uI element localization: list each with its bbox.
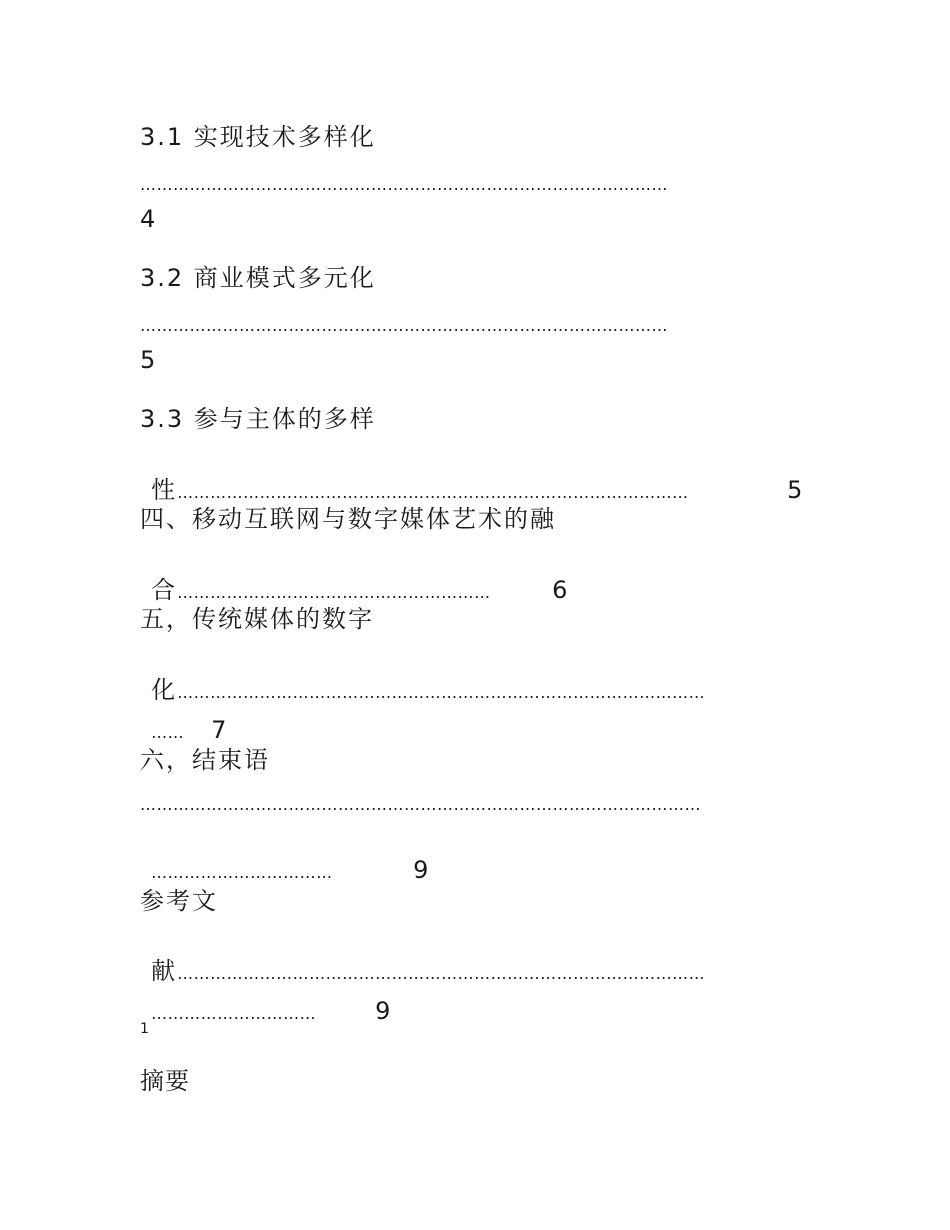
toc-leader-dots: …………………………………………………………………………………… xyxy=(140,316,668,335)
toc-entry-title[interactable]: 六，结束语 xyxy=(140,746,270,774)
toc-title-tail: 献 xyxy=(151,957,178,985)
toc-title-tail: 性 xyxy=(151,476,178,504)
toc-entry-continuation[interactable] xyxy=(140,545,567,608)
toc-page-number[interactable]: 9 xyxy=(375,997,391,1025)
toc-entry-title[interactable]: 3.1 实现技术多样化 xyxy=(140,123,376,151)
toc-page-number[interactable]: 4 xyxy=(140,205,158,233)
page-number: 1 xyxy=(140,1021,149,1037)
toc-page-number[interactable]: 9 xyxy=(413,856,429,884)
toc-entry-continuation[interactable] xyxy=(140,445,802,508)
toc-leader-dots: …………………………………………………………………………………… xyxy=(177,964,706,983)
toc-leader-dots: …… xyxy=(151,723,185,742)
toc-page-number[interactable]: 6 xyxy=(552,576,568,604)
toc-entry-title[interactable]: 四、移动互联网与数字媒体艺术的融 xyxy=(140,505,556,533)
toc-leader-dots: …………………………………………………………………………………… xyxy=(140,175,668,194)
toc-entry-continuation xyxy=(140,645,819,708)
section-heading: 摘要 xyxy=(140,1067,190,1095)
toc-entry-title[interactable]: 五，传统媒体的数字 xyxy=(140,605,374,633)
toc-leader-dots: …………………………………………………………………………………… xyxy=(177,683,706,702)
toc-entry-title[interactable]: 参考文 xyxy=(140,887,218,915)
toc-leader-dots: …………………………… xyxy=(151,863,333,882)
toc-leader-dots: ………………………………………………………………………………… xyxy=(177,483,689,502)
toc-page-number[interactable]: 7 xyxy=(211,716,227,744)
toc-leader-dots: ………………………………………………………………………………………… xyxy=(140,795,701,814)
toc-title-tail: 合 xyxy=(151,576,178,604)
toc-title-tail: 化 xyxy=(151,676,178,704)
toc-page-number[interactable]: 5 xyxy=(787,476,803,504)
toc-entry-title[interactable]: 3.3 参与主体的多样 xyxy=(140,405,376,433)
toc-page-number[interactable]: 5 xyxy=(140,346,158,374)
toc-entry-continuation[interactable] xyxy=(140,825,428,888)
toc-entry-title[interactable]: 3.2 商业模式多元化 xyxy=(140,264,376,292)
toc-leader-dots: ………………………………………………… xyxy=(177,583,491,602)
toc-entry-continuation[interactable] xyxy=(140,966,390,1029)
toc-leader-dots: ………………………… xyxy=(151,1004,317,1023)
toc-entry-continuation[interactable] xyxy=(140,685,226,748)
